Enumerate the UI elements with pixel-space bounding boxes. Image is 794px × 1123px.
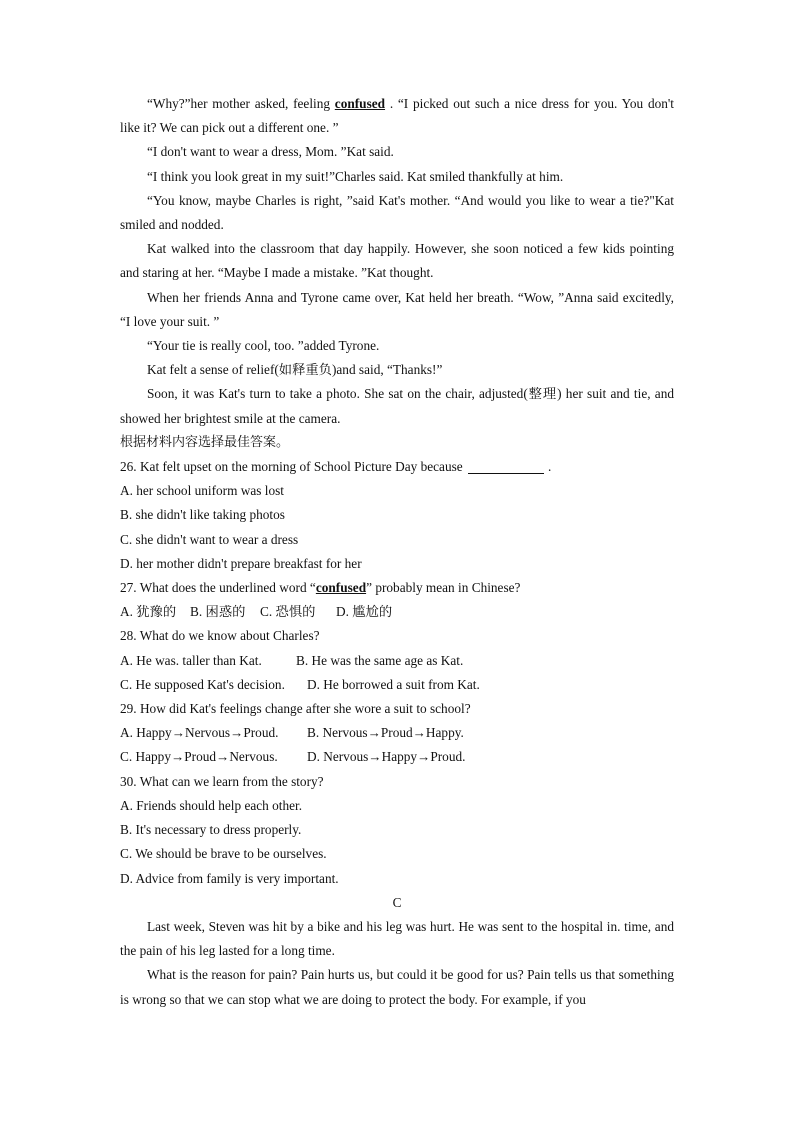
paragraph: Kat walked into the classroom that day happily. However, she soon noticed a few kids pointing and staring at her. “Maybe I made a mistake. ”Kat thought. (120, 241, 674, 281)
passage-b (120, 92, 674, 431)
paragraph: Soon, it was Kat's turn to take a photo. She sat on the chair, adjusted(整理) her suit and tie, and showed her brightest smile at the camera. (120, 386, 674, 426)
answer-blank (468, 459, 544, 474)
option: D. He borrowed a suit from Kat. (307, 676, 480, 692)
option: D. 尴尬的 (336, 604, 393, 620)
option: B. He was the same age as Kat. (296, 652, 464, 668)
question-26 (120, 455, 674, 576)
option: C. she didn't want to wear a dress (120, 531, 299, 547)
option: C. He supposed Kat's decision. (120, 676, 285, 692)
text: . (548, 459, 552, 475)
instruction: 根据材料内容选择最佳答案。 (120, 434, 290, 450)
text: 27. What does the underlined word “ (120, 580, 316, 596)
option-row (120, 721, 674, 745)
option: A. her school uniform was lost (120, 483, 284, 499)
paragraph: “I think you look great in my suit!”Charles said. Kat smiled thankfully at him. (147, 168, 564, 184)
content-column (120, 92, 674, 1012)
question-30 (120, 770, 674, 891)
question-stem (120, 576, 674, 600)
option: B. It's necessary to dress properly. (120, 822, 302, 838)
option-row (120, 600, 674, 624)
option: C. 恐惧的 (260, 604, 316, 620)
option: C. Happy→Proud→Nervous. (120, 749, 278, 765)
underlined-word: confused (334, 96, 386, 111)
question-27 (120, 576, 674, 624)
option: B. 困惑的 (190, 604, 246, 620)
option: A. He was. taller than Kat. (120, 652, 262, 668)
paragraph: “You know, maybe Charles is right, ”said Kat's mother. “And would you like to wear a tie?"Kat smiled and nodded. (120, 192, 674, 233)
paragraph: Kat felt a sense of relief(如释重负)and said, “Thanks!” (147, 362, 443, 378)
question-stem: 29. How did Kat's feelings change after she wore a suit to school? (120, 701, 471, 717)
text: ” probably mean in Chinese? (366, 580, 521, 596)
option: A. Friends should help each other. (120, 797, 303, 813)
paragraph: When her friends Anna and Tyrone came over, Kat held her breath. “Wow, ”Anna said excitedly, “I love your suit. ” (120, 289, 674, 329)
paragraph: “I don't want to wear a dress, Mom. ”Kat said. (147, 144, 394, 160)
paragraph (120, 92, 674, 140)
underlined-word: confused (315, 580, 367, 596)
question-29 (120, 697, 674, 770)
paragraph: “Your tie is really cool, too. ”added Tyrone. (147, 338, 380, 354)
option: B. Nervous→Proud→Happy. (307, 725, 464, 741)
paragraph: Last week, Steven was hit by a bike and his leg was hurt. He was sent to the hospital in. time, and the pain of his leg lasted for a long time. (120, 918, 674, 959)
option: D. Nervous→Happy→Proud. (307, 749, 466, 765)
option-row (120, 673, 674, 697)
text: “Why?”her mother asked, feeling (147, 96, 335, 111)
question-28 (120, 624, 674, 697)
text: 26. Kat felt upset on the morning of School Picture Day because (120, 459, 463, 475)
question-stem (120, 455, 674, 479)
option-row (120, 649, 674, 673)
option: D. Advice from family is very important. (120, 870, 339, 886)
section-heading: C (392, 894, 402, 910)
question-stem: 28. What do we know about Charles? (120, 628, 320, 644)
passage-c (120, 891, 674, 1012)
option: D. her mother didn't prepare breakfast for her (120, 555, 362, 571)
text: . “I picked out such a nice dress for you. You don't like it? We can pick out a different one. ” (120, 96, 674, 136)
option: A. 犹豫的 (120, 604, 177, 620)
question-stem: 30. What can we learn from the story? (120, 773, 324, 789)
option: A. Happy→Nervous→Proud. (120, 725, 279, 741)
paragraph: What is the reason for pain? Pain hurts us, but could it be good for us? Pain tells us that something is wrong so that we can stop what we are doing to protect the body. For example, if you (120, 967, 674, 1007)
option: B. she didn't like taking photos (120, 507, 285, 523)
option-row (120, 745, 674, 769)
option: C. We should be brave to be ourselves. (120, 846, 327, 862)
